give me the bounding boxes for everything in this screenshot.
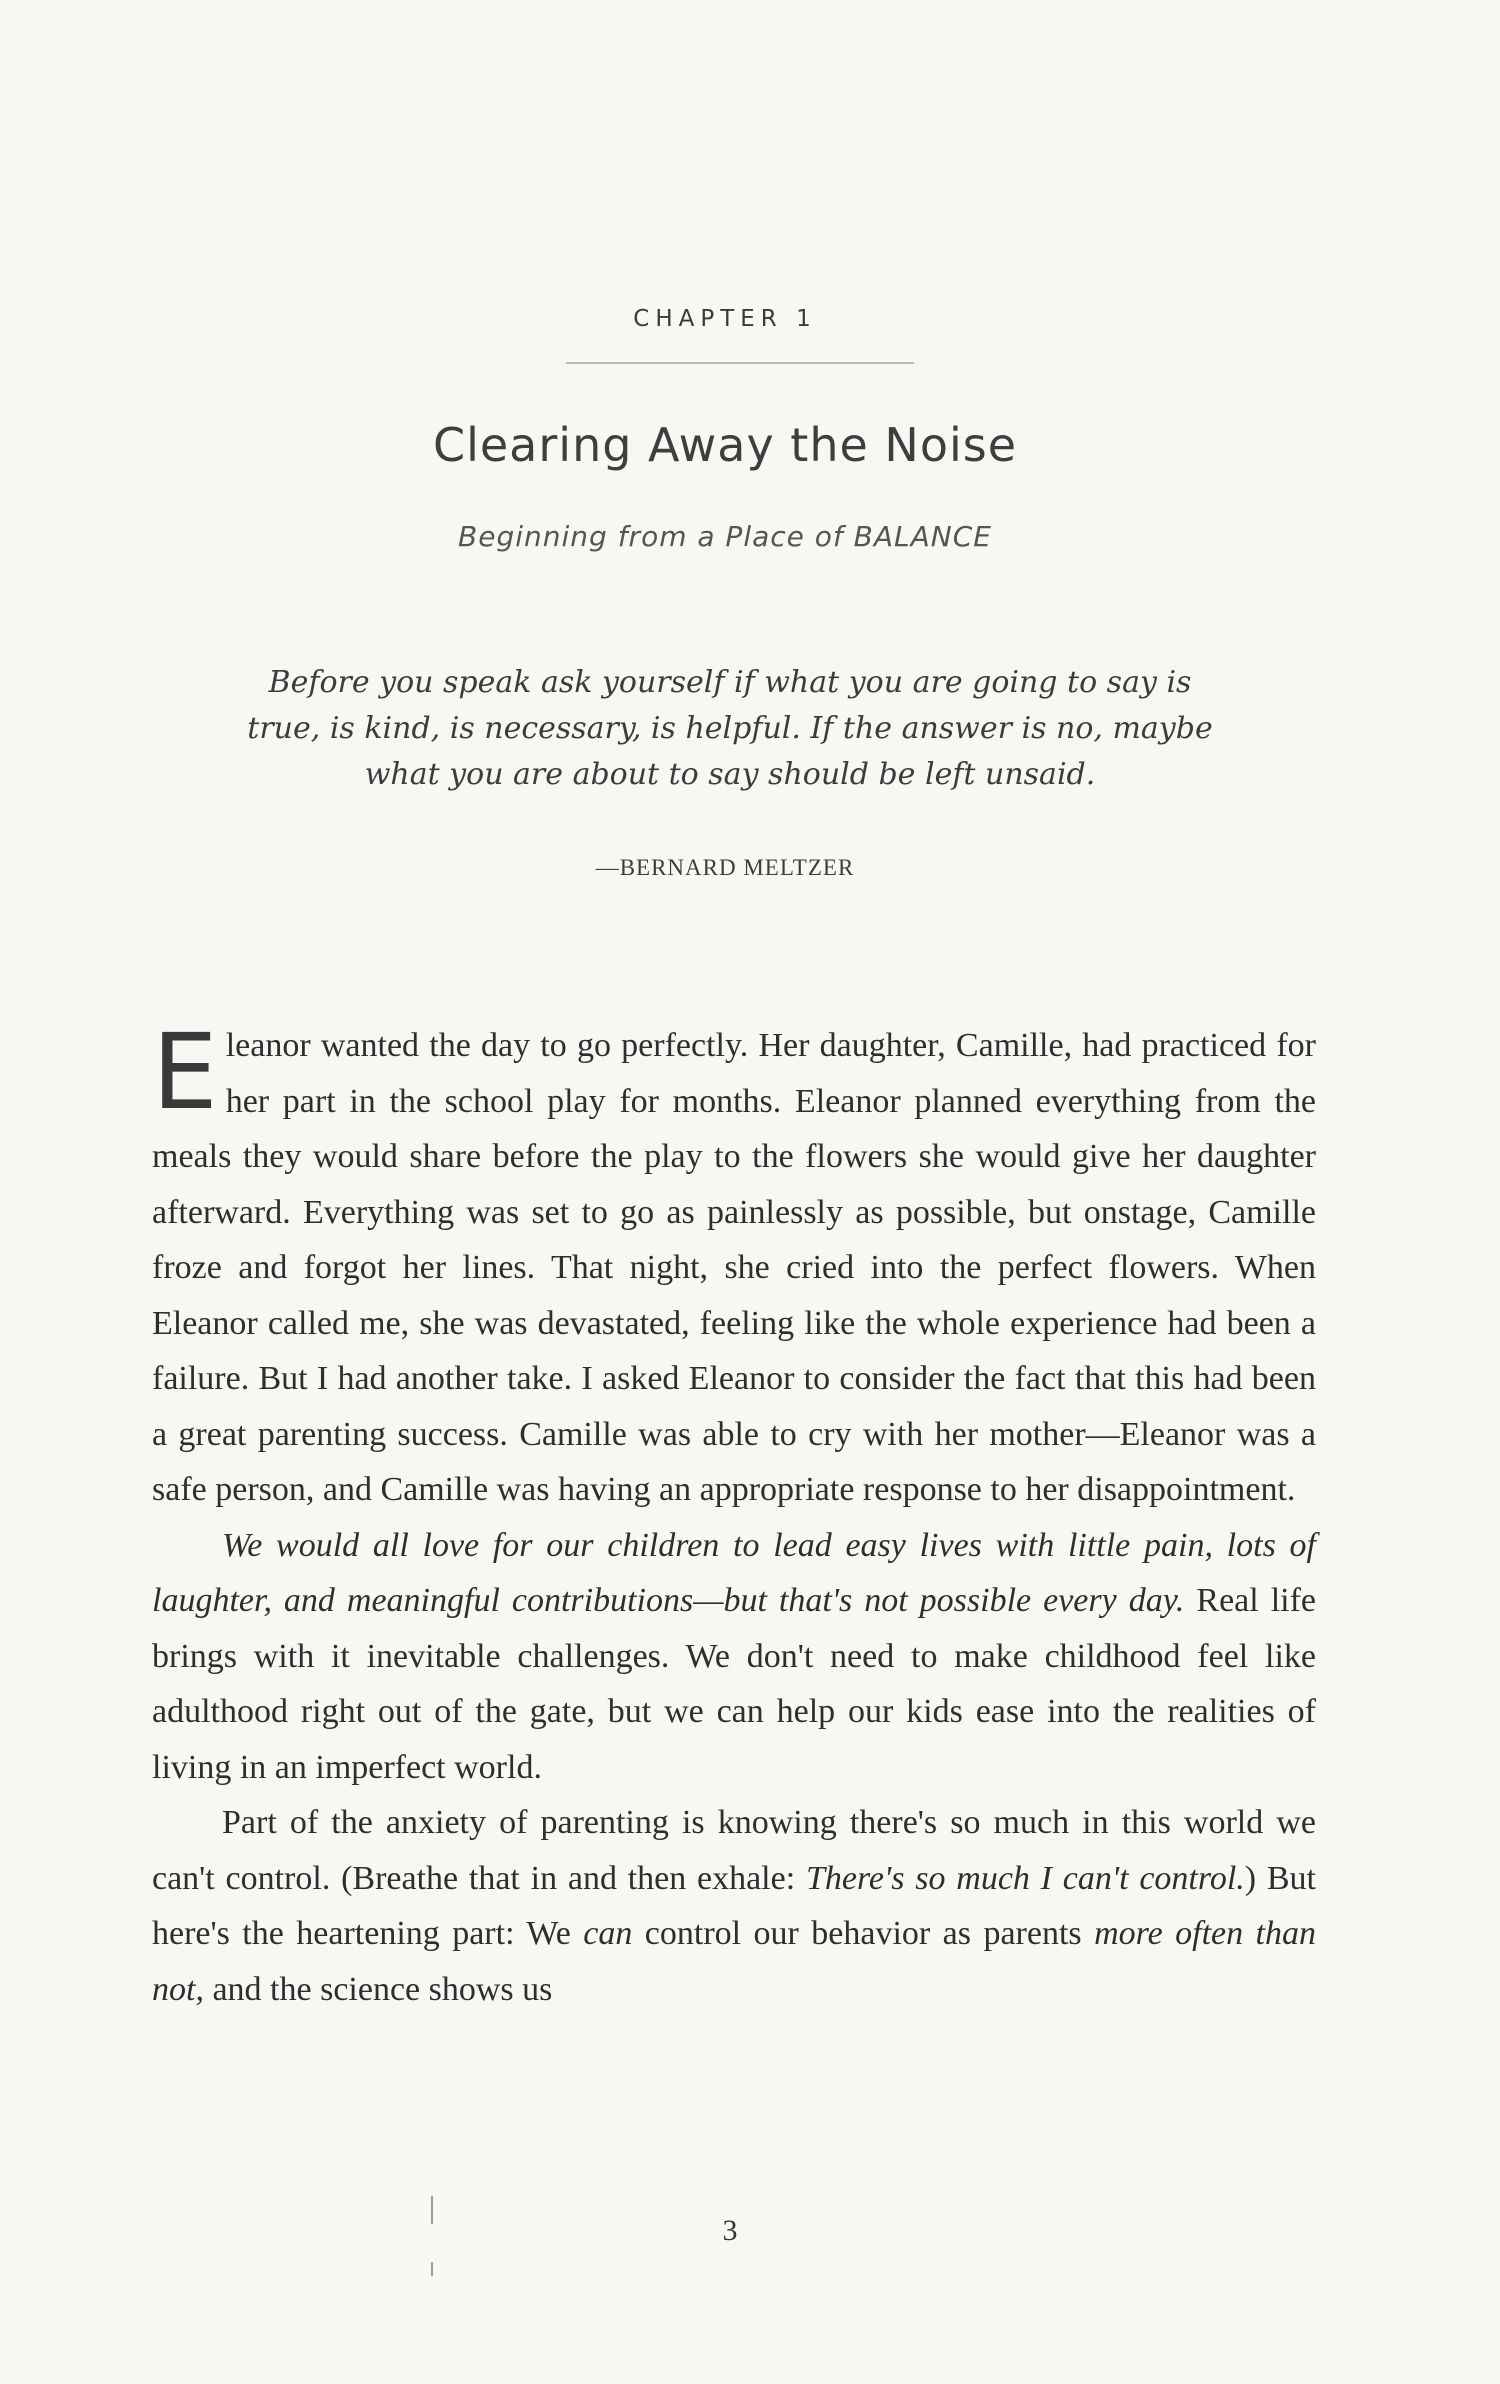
drop-cap: E	[152, 1011, 218, 1133]
epigraph-quote: Before you speak ask yourself if what you are going to say is true, is kind, is necessary, is helpful. If the answer is no, maybe what you are about to say should be left unsaid.	[247, 665, 1213, 792]
paragraph-3-emphasis-a: There's so much I can't control.	[805, 1859, 1245, 1897]
paragraph-2-emphasis: We would all love for our children to lead easy lives with little pain, lots of laughter, and meaningful contributions—but that's not possible every day.	[152, 1526, 1316, 1619]
paragraph-3	[152, 1795, 1316, 2017]
chapter-title: Clearing Away the Noise	[432, 418, 1018, 472]
paragraph-3-text-d: and the science shows us	[203, 1970, 553, 2008]
chapter-subtitle: Beginning from a Place of BALANCE	[458, 520, 992, 553]
paragraph-3-emphasis-c: more often than not,	[152, 1915, 1317, 2008]
paragraph-3-emphasis-b: can	[583, 1915, 633, 1952]
chapter-divider	[566, 362, 914, 364]
paragraph-1-text: leanor wanted the day to go perfectly. Her daughter, Camille, had practiced for her part in the school play for months. Eleanor planned everything from the meals they would share before the play to the flowers she would give her daughter afterward. Everything was set to go as painlessly as possible, but onstage, Camille froze and forgot her lines. That night, she cried into the perfect flowers. When Eleanor called me, she was devastated, feeling like the whole experience had been a failure. But I had another take. I asked Eleanor to consider the fact that this had been a great parenting success. Camille was able to cry with her mother—Eleanor was a safe person, and Camille was having an appropriate response to her disappointment.	[152, 1027, 1316, 1508]
chapter-label: CHAPTER 1	[633, 306, 817, 332]
paragraph-2-text: Real life brings with it inevitable challenges. We don't need to make childhood feel like adulthood right out of the gate, but we can help our kids ease into the realities of living in an imperfect world.	[152, 1582, 1316, 1786]
paragraph-1	[152, 1011, 1316, 1518]
paragraph-3-text-c: control our behavior as parents	[632, 1915, 1095, 1952]
paragraph-2	[152, 1518, 1316, 1796]
paragraph-3-text-a: Part of the anxiety of parenting is knowing there's so much in this world we can't control. (Breathe that in and then exhale:	[152, 1804, 1316, 1897]
paragraph-3-text-b: ) But here's the heartening part: We	[152, 1859, 1316, 1952]
epigraph-attribution: —BERNARD MELTZER	[595, 855, 855, 880]
page-number: 3	[722, 2214, 738, 2247]
chapter-body	[152, 1011, 1317, 2017]
scan-mark	[431, 2262, 433, 2276]
